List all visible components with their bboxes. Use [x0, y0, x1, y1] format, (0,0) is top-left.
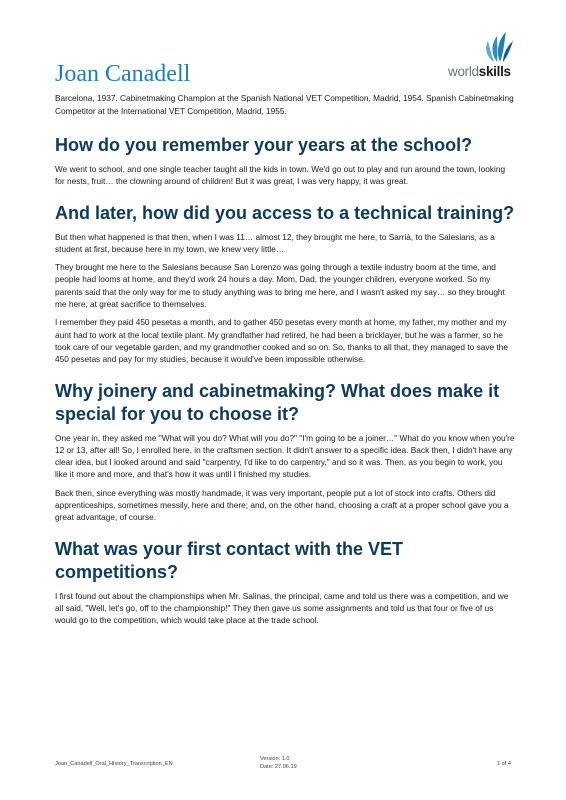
paragraph: Back then, since everything was mostly handmade, it was very important, people put a lot of stock into crafts. Others did apprenticeships, sometimes messily, here and there; and, on the other hand, choosing a craft at a proper school gave you a great advantage, of course.: [55, 487, 509, 523]
section-heading: Why joinery and cabinetmaking? What does make it special for you to choose it?: [55, 380, 500, 424]
footer-version-date: [260, 755, 297, 771]
section-heading: What was your first contact with the VET competitions?: [55, 538, 404, 582]
paragraph: I first found out about the championships when Mr. Salinas, the principal, came and told us there was a competition, and we all said, "Well, let's go, off to the championship!" They then gave us some assignments and told us that four or five of us would go to the competition, which would take place at the trade school.: [55, 590, 509, 626]
section-heading: And later, how did you access to a technical training?: [55, 202, 515, 223]
paragraph: They brought me here to the Salesians because San Lorenzo was going through a textile industry boom at the time, and people had looms at home, and they'd work 24 hours a day. Mom, Dad, the younger children, everyone worked. So my parents said that the only way for me to study anything was to bring me here, and I wasn't asked my say… so they brought me here, at great sacrifice to themselves.: [55, 262, 505, 310]
section-heading: How do you remember your years at the school?: [55, 135, 473, 155]
paragraph: I remember they paid 450 pesetas a month, and to gather 450 pesetas every month at home, my father, my mother and my aunt had to work at the local textile plant. My grandfather had retired, he had been a bricklayer, but he was a farmer, so he took care of our vegetable garden, and my grandmother cooked and so on. So, thanks to all that, they managed to save the 450 pesetas and pay for my studies, because it would've been impossible otherwise.: [55, 317, 508, 365]
document-body: [55, 60, 515, 641]
footer-date: Date: 27.06.19: [260, 764, 297, 770]
intro-text: Barcelona, 1937. Cabinetmaking Champion at the Spanish National VET Competition, Madrid, 1954. Spanish Cabinetmaking Competitor at the International VET Competition, Madrid, 1955.: [55, 93, 514, 116]
section-technical-training: [55, 202, 515, 366]
footer-filename: Joan_Canadell_Oral_History_Transcription_EN: [55, 761, 173, 767]
section-vet-competitions: [55, 538, 515, 627]
paragraph: But then what happened is that then, when I was 11… almost 12, they brought me here, to Sarrià, to the Salesians, as a student at first, because here in my town, we knew very little…: [55, 231, 495, 254]
section-school-years: [55, 134, 515, 188]
page-title: Joan Canadell: [55, 61, 191, 87]
paragraph: We went to school, and one single teacher taught all the kids in town. We'd go out to play and run around the town, looking for nests, fruit… the clowning around of children! But it was great, I was very happy, it was great.: [55, 164, 506, 187]
footer-page-number: 1 of 4: [497, 761, 511, 767]
worldskills-wordmark: worldskills: [448, 64, 511, 79]
worldskills-wings-icon: [470, 28, 514, 64]
section-joinery: [55, 380, 515, 524]
footer-version: Versión: 1.0: [260, 756, 290, 762]
paragraph: One year in, they asked me "What will you do? What will you do?" "I'm going to be a joiner…" What do you know when you're 12 or 13, after all! So, I enrolled here, in the craftsmen section. It didn't answer to a specific idea. Back then, I didn't have any clear idea, but I looked around and said "carpentry, I'd like to do carpentry," and so it was. Then, as you begin to work, you like it more and more, and that's how it was until I finished my studies.: [55, 432, 515, 480]
